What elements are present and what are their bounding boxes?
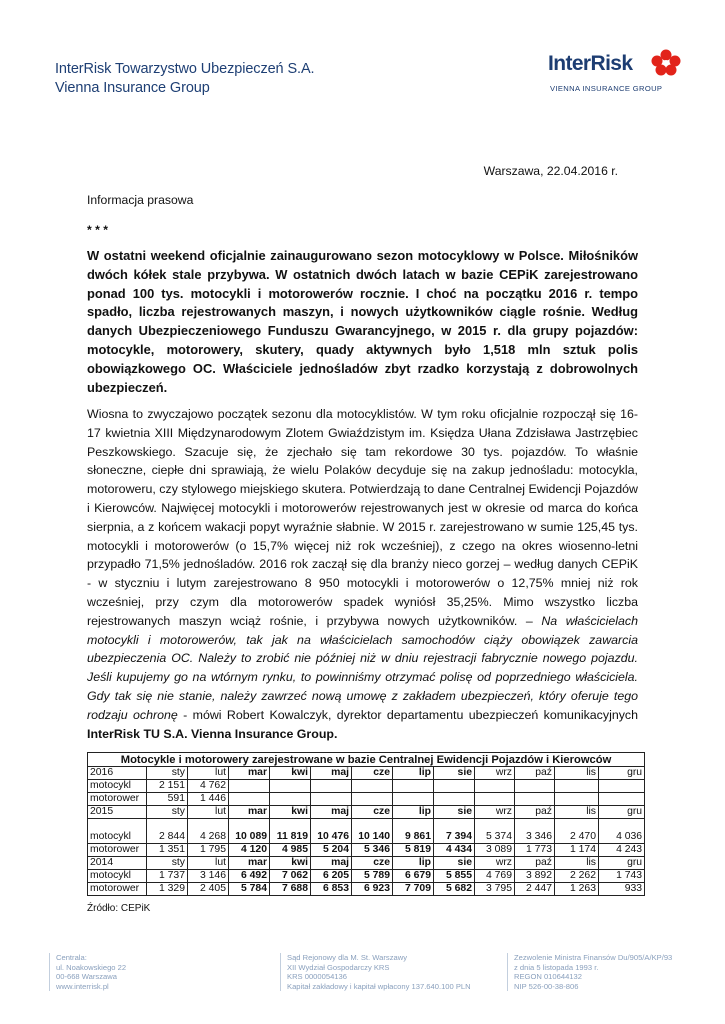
table-month-cell: lis <box>555 767 599 780</box>
table-cell: 1 263 <box>555 883 599 896</box>
table-cell: 4 985 <box>270 844 311 857</box>
table-cell: 7 394 <box>434 819 475 844</box>
table-cell: 5 374 <box>475 819 515 844</box>
footer-line: REGON 010644132 <box>514 972 582 982</box>
table-cell: 1 737 <box>147 870 188 883</box>
table-month-cell: lip <box>393 767 434 780</box>
footer-line: Centrala: <box>56 953 87 962</box>
table-month-cell: sie <box>434 857 475 870</box>
table-row-label: motocykl <box>88 870 147 883</box>
table-cell <box>555 793 599 806</box>
table-cell: 4 036 <box>599 819 645 844</box>
logo-wordmark: InterRisk <box>548 52 633 75</box>
table-month-cell: kwi <box>270 806 311 819</box>
table-cell: 2 151 <box>147 780 188 793</box>
table-row <box>88 870 645 883</box>
table-cell: 11 819 <box>270 819 311 844</box>
separator: * * * <box>87 223 109 237</box>
table-header-row <box>88 767 645 780</box>
footer-line: Kapitał zakładowy i kapitał wpłacony 137.640.100 PLN <box>287 981 471 991</box>
table-cell: 2 262 <box>555 870 599 883</box>
table-row-label: motorower <box>88 793 147 806</box>
table-year-cell: 2014 <box>88 857 147 870</box>
table-cell <box>393 793 434 806</box>
footer-line: 00-668 Warszawa <box>56 972 117 982</box>
table-row <box>88 844 645 857</box>
table-cell: 1 351 <box>147 844 188 857</box>
footer-line: Zezwolenie Ministra Finansów Du/905/A/KP/93 <box>514 953 673 962</box>
table-cell <box>475 780 515 793</box>
table-cell: 4 120 <box>229 844 270 857</box>
table-cell: 5 789 <box>352 870 393 883</box>
table-month-cell: maj <box>311 806 352 819</box>
table-year-cell: 2016 <box>88 767 147 780</box>
footer-address <box>49 953 126 991</box>
table-cell: 4 434 <box>434 844 475 857</box>
table-cell <box>352 780 393 793</box>
table-cell <box>434 793 475 806</box>
table-month-cell: mar <box>229 767 270 780</box>
table-cell <box>311 780 352 793</box>
table-cell <box>229 793 270 806</box>
table-month-cell: sty <box>147 806 188 819</box>
footer-line: NIP 526-00-38-806 <box>514 981 579 991</box>
table-month-cell: mar <box>229 857 270 870</box>
table-cell <box>555 780 599 793</box>
table-cell <box>393 780 434 793</box>
table-cell: 1 795 <box>188 844 229 857</box>
registration-table <box>87 752 645 896</box>
table-cell: 7 062 <box>270 870 311 883</box>
table-cell <box>515 793 555 806</box>
table-cell <box>270 780 311 793</box>
table-month-cell: lis <box>555 806 599 819</box>
table-month-cell: wrz <box>475 767 515 780</box>
table-cell: 2 844 <box>147 819 188 844</box>
table-cell: 933 <box>599 883 645 896</box>
table-cell: 1 446 <box>188 793 229 806</box>
table-month-cell: paź <box>515 806 555 819</box>
table-cell: 3 795 <box>475 883 515 896</box>
table-cell <box>352 793 393 806</box>
table-month-cell: cze <box>352 857 393 870</box>
table-month-cell: wrz <box>475 806 515 819</box>
table-month-cell: wrz <box>475 857 515 870</box>
company-group: Vienna Insurance Group <box>55 80 210 96</box>
table-cell: 5 855 <box>434 870 475 883</box>
table-cell: 9 861 <box>393 819 434 844</box>
table-cell: 4 268 <box>188 819 229 844</box>
table-source: Źródło: CEPiK <box>87 903 151 914</box>
body-attribution: - mówi Robert Kowalczyk, dyrektor departamentu ubezpieczeń komunikacyjnych <box>177 707 638 722</box>
table-cell: 4 762 <box>188 780 229 793</box>
table-row <box>88 793 645 806</box>
table-cell: 1 174 <box>555 844 599 857</box>
table-cell <box>311 793 352 806</box>
table-month-cell: sie <box>434 767 475 780</box>
table-cell: 5 784 <box>229 883 270 896</box>
table-row <box>88 780 645 793</box>
table-cell: 10 140 <box>352 819 393 844</box>
footer-line: z dnia 5 listopada 1993 r. <box>514 962 599 972</box>
table-month-cell: lip <box>393 857 434 870</box>
table-cell: 3 089 <box>475 844 515 857</box>
footer-line: Sąd Rejonowy dla M. St. Warszawy <box>287 953 407 962</box>
flower-logo-icon <box>651 49 681 77</box>
body-plain-text: Wiosna to zwyczajowo początek sezonu dla motocyklistów. W tym roku oficjalnie rozpoczął się 16-17 kwietnia XIII Międzynarodowym Zlotem Gwiaździstym im. Księdza Ułana Zdzisława Jastrzębiec Peszkowskiego. Szacuje się, że zjechało się tam rekordowe 30 tys. pojazdów. To właśnie słoneczne, ciepłe dni sprawiają, że wielu Polaków decyduje się na zakup jednośladu: motocykla, motoroweru, czy stylowego miejskiego skutera. Potwierdzają to dane Centralnej Ewidencji Pojazdów i Kierowców. Najwięcej motocykli i motorowerów rejestrowanych jest w okresie od marca do końca sierpnia, a z końcem wakacji popyt wyraźnie słabnie. W 2015 r. zarejestrowano w sumie 125,45 tys. motocykli i motorowerów (o 15,7% więcej niż rok wcześniej), z czego na okres wiosenno-letni przypadło 71,5% jednośladów. 2016 rok zaczął się dla branży nieco gorzej – według danych CEPiK - w styczniu i lutym zarejestrowano 8 950 motocykli i motorowerów o 12,75% mniej niż rok wcześniej, przy czym dla motorowerów spadek wyniósł 35,25%. Mimo wszystko liczba rejestrowanych maszyn wciąż rośnie, i przybywa nowych użytkowników. – <box>87 407 638 628</box>
lead-paragraph: W ostatni weekend oficjalnie zainaugurowano sezon motocyklowy w Polsce. Miłośników dwóch kółek stale przybywa. W ostatnich dwóch latach w bazie CEPiK zarejestrowano ponad 100 tys. motocykli i motorowerów rocznie. I choć na początku 2016 r. tempo spadło, liczba rejestrowanych maszyn, i nowych użytkowników ciągle rośnie. Według danych Ubezpieczeniowego Funduszu Gwarancyjnego, w 2015 r. dla grupy pojazdów: motocykle, motorowery, skutery, quady aktywnych było 1,518 mln sztuk polis obowiązkowego OC. Właściciele jednośladów zbyt rzadko korzystają z dobrowolnych ubezpieczeń. <box>87 248 638 395</box>
table-cell: 4 243 <box>599 844 645 857</box>
company-header <box>55 60 314 98</box>
table-month-cell: lip <box>393 806 434 819</box>
table-cell: 7 688 <box>270 883 311 896</box>
table-month-cell: kwi <box>270 857 311 870</box>
table-month-cell: gru <box>599 767 645 780</box>
table-cell: 1 743 <box>599 870 645 883</box>
table-row-label: motorower <box>88 844 147 857</box>
table-month-cell: kwi <box>270 767 311 780</box>
table-month-cell: gru <box>599 806 645 819</box>
table-year-cell: 2015 <box>88 806 147 819</box>
table-month-cell: sty <box>147 857 188 870</box>
table-month-cell: cze <box>352 767 393 780</box>
footer-website: www.interrisk.pl <box>56 981 109 991</box>
table-cell: 6 923 <box>352 883 393 896</box>
footer-line: KRS 0000054136 <box>287 972 347 982</box>
table-cell <box>229 780 270 793</box>
table-cell: 2 405 <box>188 883 229 896</box>
table-header-row <box>88 857 645 870</box>
table-month-cell: paź <box>515 857 555 870</box>
table-cell: 5 204 <box>311 844 352 857</box>
document-type-label: Informacja prasowa <box>87 193 194 207</box>
table-month-cell: maj <box>311 857 352 870</box>
table-cell: 6 853 <box>311 883 352 896</box>
table-cell: 7 709 <box>393 883 434 896</box>
footer-line: ul. Noakowskiego 22 <box>56 962 127 972</box>
table-row-label: motocykl <box>88 819 147 844</box>
table-cell: 6 679 <box>393 870 434 883</box>
table-header-row <box>88 806 645 819</box>
footer-registry <box>280 953 471 991</box>
table-cell: 4 769 <box>475 870 515 883</box>
table-row <box>88 819 645 844</box>
body-quote: Na właścicielach motocykli i motorowerów, tak jak na właścicielach samochodów ciąży obowiązek zawarcia ubezpieczenia OC. Należy to zrobić nie później niż w dniu rejestracji fabrycznie nowego pojazdu. Jeśli kupujemy go na wtórnym rynku, to powinniśmy otrzymać polisę od poprzedniego właściciela. Gdy tak się nie stanie, należy zawrzeć nową umowę z zakładem ubezpieczeń, który oferuje tego rodzaju ochronę <box>87 613 639 722</box>
table-cell: 2 470 <box>555 819 599 844</box>
table-row-label: motocykl <box>88 780 147 793</box>
table-cell: 10 089 <box>229 819 270 844</box>
table-cell: 5 819 <box>393 844 434 857</box>
document-date: Warszawa, 22.04.2016 r. <box>483 164 618 178</box>
table-cell <box>599 793 645 806</box>
footer-license <box>507 953 672 991</box>
table-cell: 5 682 <box>434 883 475 896</box>
table-cell: 2 447 <box>515 883 555 896</box>
table-cell: 3 346 <box>515 819 555 844</box>
table-cell: 1 329 <box>147 883 188 896</box>
table-month-cell: sty <box>147 767 188 780</box>
table-cell: 3 146 <box>188 870 229 883</box>
table-cell <box>270 793 311 806</box>
table-cell: 3 892 <box>515 870 555 883</box>
table-row-label: motorower <box>88 883 147 896</box>
table-cell: 5 346 <box>352 844 393 857</box>
table-cell: 591 <box>147 793 188 806</box>
table-month-cell: lut <box>188 767 229 780</box>
table-cell: 1 773 <box>515 844 555 857</box>
table-cell: 6 205 <box>311 870 352 883</box>
table-month-cell: mar <box>229 806 270 819</box>
company-name: InterRisk Towarzystwo Ubezpieczeń S.A. <box>55 61 315 77</box>
table-cell <box>599 780 645 793</box>
table-month-cell: sie <box>434 806 475 819</box>
table-month-cell: maj <box>311 767 352 780</box>
body-paragraph <box>87 405 638 743</box>
table-cell <box>434 780 475 793</box>
table-row <box>88 883 645 896</box>
body-company: InterRisk TU S.A. Vienna Insurance Group. <box>87 726 338 741</box>
table-month-cell: gru <box>599 857 645 870</box>
table-cell <box>515 780 555 793</box>
table-cell <box>475 793 515 806</box>
table-month-cell: lut <box>188 857 229 870</box>
table-cell: 6 492 <box>229 870 270 883</box>
table-title: Motocykle i motorowery zarejestrowane w bazie Centralnej Ewidencji Pojazdów i Kierowców <box>88 753 645 767</box>
table-month-cell: lut <box>188 806 229 819</box>
table-month-cell: paź <box>515 767 555 780</box>
interrisk-logo <box>548 49 683 97</box>
table-month-cell: cze <box>352 806 393 819</box>
table-cell: 10 476 <box>311 819 352 844</box>
footer-line: XII Wydział Gospodarczy KRS <box>287 962 390 972</box>
table-month-cell: lis <box>555 857 599 870</box>
logo-subtitle: VIENNA INSURANCE GROUP <box>550 84 663 93</box>
